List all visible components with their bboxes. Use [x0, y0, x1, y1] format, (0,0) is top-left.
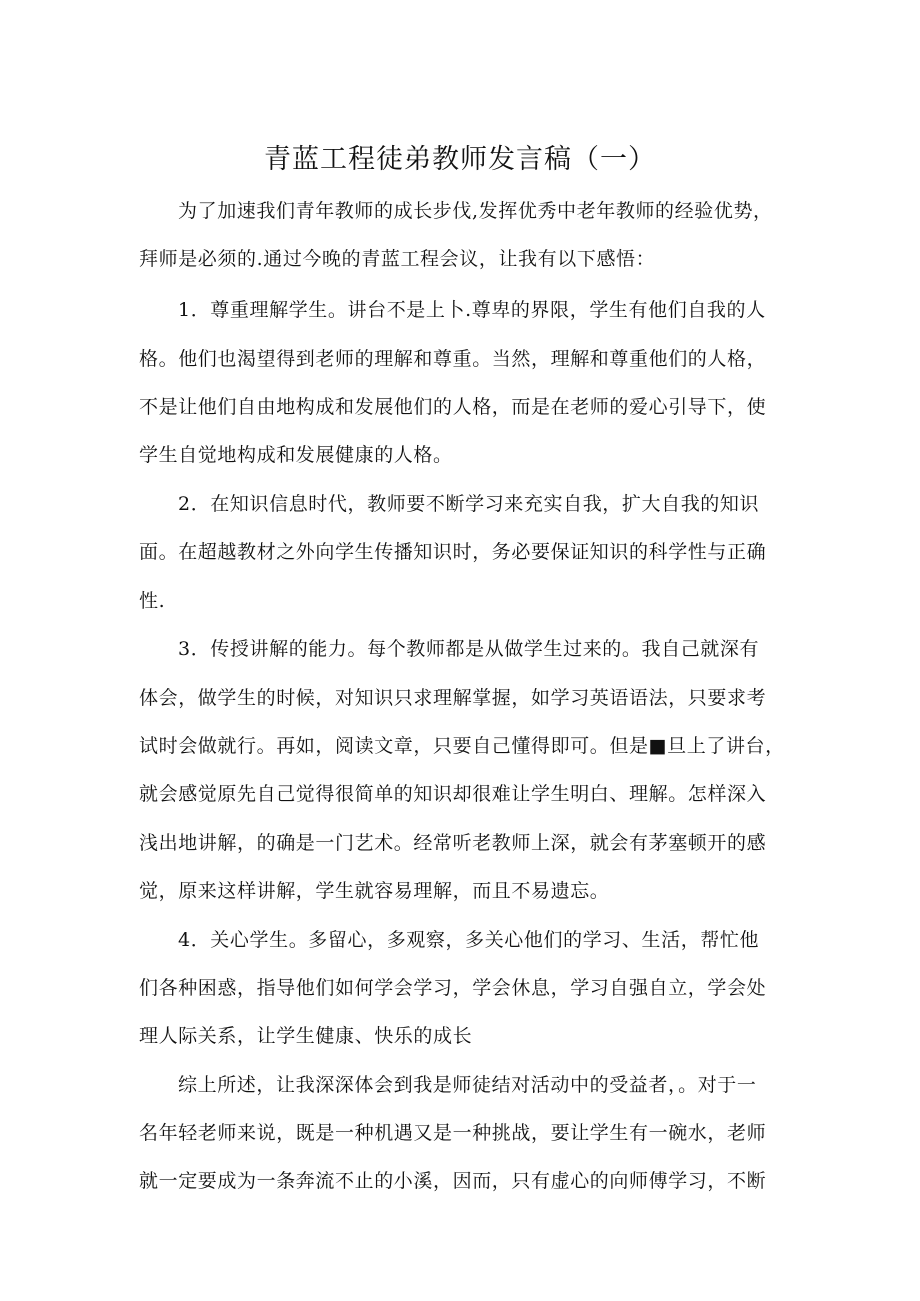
paragraph-line: 浅出地讲解，的确是一门艺术。经常听老教师上深，就会有茅塞顿开的感: [139, 832, 767, 854]
paragraph-line: 名年轻老师来说，既是一种机遇又是一种挑战，要让学生有一碗水，老师: [139, 1122, 767, 1144]
paragraph-line: 为了加速我们青年教师的成长步伐,发挥优秀中老年教师的经验优势，: [178, 200, 773, 222]
paragraph-line: 试时会做就行。再如，阅读文章，只要自己懂得即可。但是■旦上了讲台，: [139, 735, 785, 757]
paragraph-line: 就一定要成为一条奔流不止的小溪，因而，只有虚心的向师傅学习，不断: [139, 1170, 767, 1192]
document-title: 青蓝工程徒弟教师发言稿（一）: [264, 144, 656, 175]
paragraph-line: 不是让他们自由地构成和发展他们的人格，而是在老师的爱心引导下，使: [139, 396, 767, 418]
paragraph-line: 1．尊重理解学生。讲台不是上卜.尊卑的界限，学生有他们自我的人: [178, 299, 766, 321]
paragraph-line: 理人际关系，让学生健康、快乐的成长: [139, 1025, 473, 1047]
paragraph-line: 2．在知识信息时代，教师要不断学习来充实自我，扩大自我的知识: [178, 493, 760, 515]
paragraph-line: 就会感觉原先自己觉得很简单的知识却很难让学生明白、理解。怎样深入: [139, 783, 767, 805]
paragraph-line: 3．传授讲解的能力。每个教师都是从做学生过来的。我自己就深有: [178, 638, 760, 660]
paragraph-line: 体会，做学生的时候，对知识只求理解掌握，如学习英语语法，只要求考: [139, 687, 767, 709]
paragraph-line: 4．关心学生。多留心，多观察，多关心他们的学习、生活，帮忙他: [178, 929, 760, 951]
paragraph-line: 学生自觉地构成和发展健康的人格。: [139, 444, 453, 466]
paragraph-line: 们各种困惑，指导他们如何学会学习，学会休息，学习自强自立，学会处: [139, 977, 767, 999]
paragraph-line: 性.: [139, 590, 166, 612]
paragraph-line: 觉，原来这样讲解，学生就容易理解，而且不易遗忘。: [139, 880, 610, 902]
paragraph-line: 格。他们也渴望得到老师的理解和尊重。当然，理解和尊重他们的人格，: [139, 348, 767, 370]
paragraph-line: 综上所述，让我深深体会到我是师徒结对活动中的受益者，。对于一: [178, 1074, 757, 1096]
paragraph-line: 面。在超越教材之外向学生传播知识时，务必要保证知识的科学性与正确: [139, 541, 767, 563]
paragraph-line: 拜师是必须的.通过今晚的青蓝工程会议，让我有以下感悟：: [139, 248, 656, 270]
